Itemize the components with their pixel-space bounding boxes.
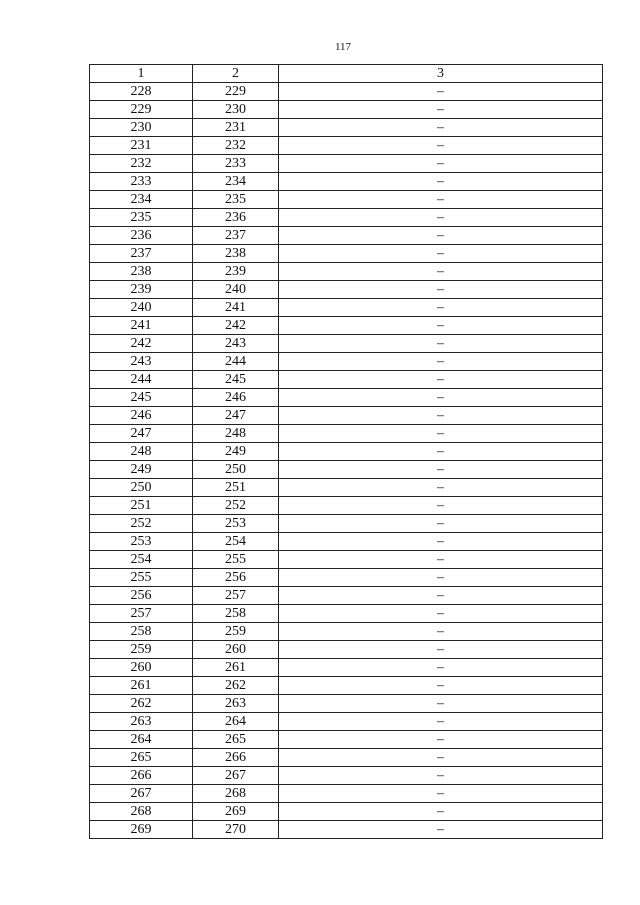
table-cell-col-1: 252 [90, 515, 193, 533]
table-cell-col-1: 265 [90, 749, 193, 767]
table-cell-col-1: 256 [90, 587, 193, 605]
table-row [90, 515, 603, 533]
table-cell-col-3: – [279, 713, 603, 731]
table-cell-col-3: – [279, 695, 603, 713]
table-cell-col-1: 242 [90, 335, 193, 353]
table-cell-col-2: 238 [193, 245, 279, 263]
table-cell-col-3: – [279, 101, 603, 119]
table-cell-col-1: 253 [90, 533, 193, 551]
table-row [90, 821, 603, 839]
table-cell-col-1: 234 [90, 191, 193, 209]
table-cell-col-3: – [279, 533, 603, 551]
page-number: 117 [334, 41, 352, 53]
table-cell-col-3: – [279, 173, 603, 191]
table-row [90, 173, 603, 191]
column-header-3: 3 [279, 65, 603, 83]
table-cell-col-3: – [279, 677, 603, 695]
table-row [90, 299, 603, 317]
table-row [90, 371, 603, 389]
table-row [90, 479, 603, 497]
table-cell-col-3: – [279, 785, 603, 803]
table-cell-col-1: 240 [90, 299, 193, 317]
table-cell-col-2: 243 [193, 335, 279, 353]
table-cell-col-2: 233 [193, 155, 279, 173]
table-row [90, 551, 603, 569]
table-cell-col-1: 231 [90, 137, 193, 155]
table-cell-col-3: – [279, 515, 603, 533]
table-cell-col-3: – [279, 551, 603, 569]
table-cell-col-1: 238 [90, 263, 193, 281]
table-cell-col-2: 229 [193, 83, 279, 101]
table-cell-col-2: 248 [193, 425, 279, 443]
table-cell-col-3: – [279, 227, 603, 245]
table-cell-col-1: 251 [90, 497, 193, 515]
table-cell-col-2: 230 [193, 101, 279, 119]
table-row [90, 281, 603, 299]
table-cell-col-3: – [279, 587, 603, 605]
table-row [90, 749, 603, 767]
table-cell-col-3: – [279, 623, 603, 641]
table-row [90, 191, 603, 209]
table-cell-col-2: 255 [193, 551, 279, 569]
table-cell-col-1: 264 [90, 731, 193, 749]
table-cell-col-3: – [279, 155, 603, 173]
table-cell-col-2: 231 [193, 119, 279, 137]
table-cell-col-3: – [279, 749, 603, 767]
table-cell-col-2: 232 [193, 137, 279, 155]
table-cell-col-2: 250 [193, 461, 279, 479]
table-cell-col-2: 234 [193, 173, 279, 191]
table-cell-col-1: 257 [90, 605, 193, 623]
table-cell-col-1: 244 [90, 371, 193, 389]
table-cell-col-3: – [279, 317, 603, 335]
table-row [90, 317, 603, 335]
data-table [89, 64, 603, 839]
table-cell-col-3: – [279, 299, 603, 317]
column-header-1: 1 [90, 65, 193, 83]
table-cell-col-3: – [279, 497, 603, 515]
table-cell-col-1: 232 [90, 155, 193, 173]
table-cell-col-1: 241 [90, 317, 193, 335]
table-cell-col-2: 259 [193, 623, 279, 641]
table-cell-col-2: 254 [193, 533, 279, 551]
table-cell-col-3: – [279, 245, 603, 263]
table-row [90, 695, 603, 713]
table-row [90, 785, 603, 803]
table-row [90, 245, 603, 263]
table-row [90, 587, 603, 605]
table-row [90, 497, 603, 515]
table-cell-col-3: – [279, 281, 603, 299]
table-cell-col-1: 262 [90, 695, 193, 713]
table-cell-col-2: 236 [193, 209, 279, 227]
table-cell-col-3: – [279, 731, 603, 749]
table-row [90, 83, 603, 101]
table-row [90, 263, 603, 281]
table-cell-col-1: 245 [90, 389, 193, 407]
table-cell-col-2: 256 [193, 569, 279, 587]
table-cell-col-3: – [279, 371, 603, 389]
table-row [90, 407, 603, 425]
table-row [90, 533, 603, 551]
table-cell-col-2: 266 [193, 749, 279, 767]
table-cell-col-1: 229 [90, 101, 193, 119]
table-cell-col-2: 262 [193, 677, 279, 695]
table-cell-col-2: 264 [193, 713, 279, 731]
table-cell-col-1: 249 [90, 461, 193, 479]
table-cell-col-2: 249 [193, 443, 279, 461]
table-row [90, 443, 603, 461]
table-cell-col-3: – [279, 443, 603, 461]
table-cell-col-1: 258 [90, 623, 193, 641]
table-cell-col-1: 237 [90, 245, 193, 263]
table-row [90, 155, 603, 173]
table-cell-col-2: 265 [193, 731, 279, 749]
table-row [90, 803, 603, 821]
table-row [90, 425, 603, 443]
table-cell-col-1: 267 [90, 785, 193, 803]
table-cell-col-1: 243 [90, 353, 193, 371]
table-cell-col-2: 245 [193, 371, 279, 389]
table-cell-col-3: – [279, 119, 603, 137]
table-cell-col-3: – [279, 407, 603, 425]
table-row [90, 677, 603, 695]
table-cell-col-1: 230 [90, 119, 193, 137]
table-cell-col-3: – [279, 191, 603, 209]
table-cell-col-3: – [279, 263, 603, 281]
table-cell-col-2: 269 [193, 803, 279, 821]
table-row [90, 227, 603, 245]
table-row [90, 461, 603, 479]
table-cell-col-2: 242 [193, 317, 279, 335]
table-cell-col-1: 263 [90, 713, 193, 731]
table-cell-col-3: – [279, 425, 603, 443]
table-cell-col-3: – [279, 767, 603, 785]
table-row [90, 335, 603, 353]
table-cell-col-1: 250 [90, 479, 193, 497]
table-row [90, 659, 603, 677]
table-row [90, 389, 603, 407]
table-row [90, 353, 603, 371]
table-cell-col-2: 263 [193, 695, 279, 713]
table-row [90, 605, 603, 623]
table-row [90, 767, 603, 785]
table-cell-col-3: – [279, 335, 603, 353]
table-cell-col-1: 235 [90, 209, 193, 227]
table-cell-col-1: 255 [90, 569, 193, 587]
table-cell-col-1: 260 [90, 659, 193, 677]
table-row [90, 623, 603, 641]
table-cell-col-1: 259 [90, 641, 193, 659]
table-cell-col-2: 239 [193, 263, 279, 281]
table-cell-col-3: – [279, 605, 603, 623]
table-row [90, 137, 603, 155]
table-row [90, 713, 603, 731]
table-cell-col-3: – [279, 137, 603, 155]
column-header-2: 2 [193, 65, 279, 83]
table-row [90, 119, 603, 137]
table-cell-col-2: 252 [193, 497, 279, 515]
table-cell-col-1: 246 [90, 407, 193, 425]
table-cell-col-1: 266 [90, 767, 193, 785]
table-cell-col-1: 236 [90, 227, 193, 245]
table-cell-col-3: – [279, 461, 603, 479]
table-cell-col-1: 248 [90, 443, 193, 461]
table-cell-col-3: – [279, 659, 603, 677]
table-cell-col-3: – [279, 209, 603, 227]
table-cell-col-2: 246 [193, 389, 279, 407]
table-cell-col-1: 228 [90, 83, 193, 101]
table-cell-col-2: 251 [193, 479, 279, 497]
table-row [90, 209, 603, 227]
table-row [90, 731, 603, 749]
table-cell-col-3: – [279, 821, 603, 839]
table-cell-col-2: 237 [193, 227, 279, 245]
table-cell-col-1: 247 [90, 425, 193, 443]
table-row [90, 569, 603, 587]
table-header-row [90, 65, 603, 83]
table-cell-col-2: 267 [193, 767, 279, 785]
table-cell-col-3: – [279, 389, 603, 407]
table-cell-col-2: 244 [193, 353, 279, 371]
table-cell-col-1: 254 [90, 551, 193, 569]
table-cell-col-2: 257 [193, 587, 279, 605]
table-cell-col-2: 260 [193, 641, 279, 659]
table-cell-col-1: 269 [90, 821, 193, 839]
table-cell-col-3: – [279, 353, 603, 371]
table-row [90, 101, 603, 119]
table-cell-col-3: – [279, 803, 603, 821]
table-cell-col-2: 241 [193, 299, 279, 317]
table-cell-col-3: – [279, 83, 603, 101]
table-cell-col-3: – [279, 569, 603, 587]
table-cell-col-2: 240 [193, 281, 279, 299]
table-cell-col-2: 253 [193, 515, 279, 533]
table-cell-col-2: 247 [193, 407, 279, 425]
table-header [90, 65, 603, 83]
table-cell-col-1: 268 [90, 803, 193, 821]
table-cell-col-1: 233 [90, 173, 193, 191]
table-cell-col-1: 239 [90, 281, 193, 299]
table-row [90, 641, 603, 659]
table-cell-col-2: 268 [193, 785, 279, 803]
table-cell-col-2: 235 [193, 191, 279, 209]
table-body [90, 83, 603, 839]
table-cell-col-1: 261 [90, 677, 193, 695]
table-cell-col-3: – [279, 641, 603, 659]
table-cell-col-2: 261 [193, 659, 279, 677]
table-cell-col-2: 270 [193, 821, 279, 839]
table-cell-col-2: 258 [193, 605, 279, 623]
table-cell-col-3: – [279, 479, 603, 497]
